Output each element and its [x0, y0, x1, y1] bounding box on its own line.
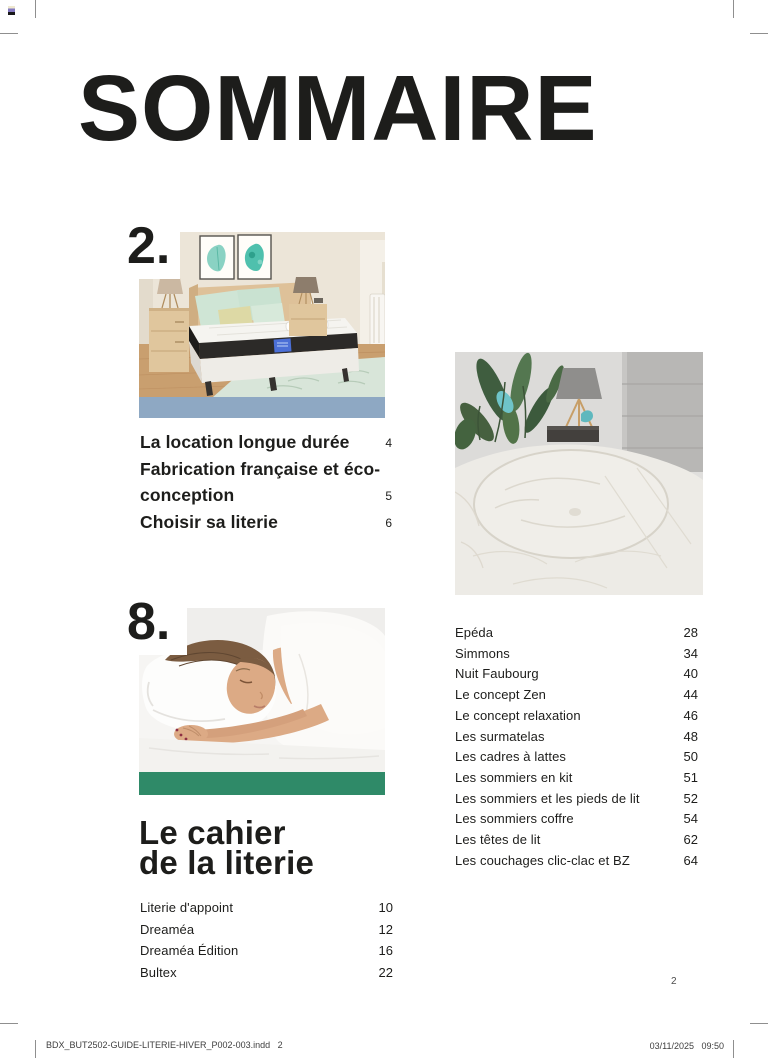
toc-entry [140, 919, 393, 941]
toc-entry [455, 727, 698, 748]
toc-entry-label: Les sommiers et les pieds de lit [455, 790, 640, 806]
toc-entry-label: Simmons [455, 645, 510, 661]
toc-page-number: 22 [378, 964, 393, 980]
toc-entry-label: Nuit Faubourg [455, 666, 539, 682]
toc-page-number: 50 [683, 749, 698, 765]
toc-page-number: 10 [378, 900, 393, 915]
toc-entry [455, 623, 698, 644]
blue-accent-strip [139, 397, 385, 418]
heading-line-2: de la literie [139, 844, 315, 881]
toc-page-number: 46 [683, 707, 698, 723]
toc-page-number: 4 [385, 436, 392, 450]
toc-entry [455, 789, 698, 810]
toc-entry [140, 456, 392, 508]
toc-entry [140, 962, 393, 984]
print-slug-filename: BDX_BUT2502-GUIDE-LITERIE-HIVER_P002-003.indd 2 [46, 1040, 283, 1050]
toc-page-number: 52 [683, 790, 698, 806]
crop-mark-top-right-v [733, 0, 734, 18]
crop-mark-bottom-left-h [0, 1023, 18, 1024]
toc-entry-label: Epéda [455, 625, 494, 640]
crop-mark-top-left-v [35, 0, 36, 18]
crop-mark-top-right-h [750, 33, 768, 34]
toc-page-number: 51 [683, 769, 698, 785]
toc-entry-label: Les couchages clic-clac et BZ [455, 852, 630, 868]
toc-entry [455, 768, 698, 789]
crop-mark-bottom-left-v [35, 1040, 36, 1058]
toc-page-number: 6 [385, 516, 392, 530]
toc-page-number: 16 [378, 943, 393, 958]
toc-entry [140, 509, 392, 535]
toc-entry-label: Literie d'appoint [140, 900, 234, 915]
toc-entry [455, 830, 698, 851]
toc-entry [455, 809, 698, 830]
toc-entry-label: Dreaméa Édition [140, 943, 239, 958]
toc-entry-label: La location longue durée [140, 432, 350, 452]
mattress-illustration [455, 352, 703, 595]
toc-page-number: 40 [683, 666, 698, 682]
toc-entry [455, 664, 698, 685]
toc-entry-label: Fabrication française et éco-conception [140, 459, 381, 505]
toc-entry [455, 685, 698, 706]
heading-line-1: Le cahier [139, 814, 286, 851]
toc-entry-label: Les sommiers coffre [455, 811, 574, 827]
section-2-number: 2. [125, 221, 180, 279]
mattress-closeup-photo [455, 352, 703, 595]
page-number: 2 [671, 976, 677, 987]
toc-entry-label: Les surmatelas [455, 728, 545, 744]
toc-entry [140, 940, 393, 962]
toc-entry [455, 706, 698, 727]
toc-page-number: 34 [683, 645, 698, 661]
toc-entry-label: Le concept Zen [455, 687, 547, 703]
section-8-toc [140, 897, 393, 983]
toc-page-number: 54 [683, 811, 698, 827]
registration-mark [8, 6, 15, 15]
print-slug-datetime: 03/11/2025 09:50 [649, 1041, 724, 1051]
toc-entry-label: Les cadres à lattes [455, 749, 567, 765]
toc-entry [140, 897, 393, 919]
crop-mark-top-left-h [0, 33, 18, 34]
toc-page-number: 12 [378, 921, 393, 937]
section-8-heading [139, 814, 315, 881]
crop-mark-bottom-right-h [750, 1023, 768, 1024]
toc-page-number: 64 [683, 852, 698, 868]
toc-entry [455, 851, 698, 872]
toc-page-number: 48 [683, 728, 698, 744]
toc-entry-label: Dreaméa [140, 921, 195, 937]
toc-entry [455, 747, 698, 768]
section-8-number: 8. [125, 597, 187, 655]
toc-entry [455, 644, 698, 665]
crop-mark-bottom-right-v [733, 1040, 734, 1058]
page-title: SOMMAIRE [78, 56, 598, 160]
toc-entry [140, 429, 392, 455]
brands-toc [455, 623, 698, 871]
toc-entry-label: Le concept relaxation [455, 707, 581, 723]
toc-entry-label: Les têtes de lit [455, 832, 541, 848]
toc-entry-label: Bultex [140, 964, 177, 980]
toc-page-number: 44 [683, 687, 698, 703]
toc-page-number: 62 [683, 832, 698, 848]
toc-page-number: 28 [683, 625, 698, 640]
toc-entry-label: Choisir sa literie [140, 512, 278, 532]
green-accent-strip [139, 772, 385, 795]
toc-page-number: 5 [385, 489, 392, 503]
section-2-toc [140, 429, 392, 536]
toc-entry-label: Les sommiers en kit [455, 769, 573, 785]
